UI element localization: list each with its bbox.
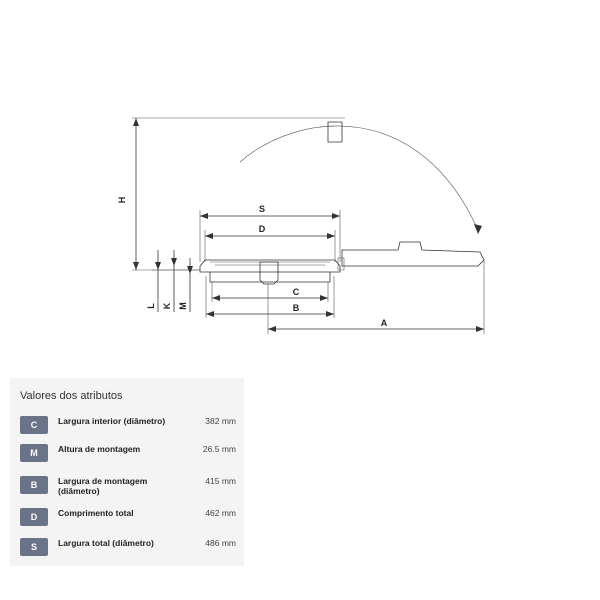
c-arrow-left (212, 295, 220, 301)
attribute-name: Altura de montagem (58, 444, 141, 454)
attribute-value: 415 mm (205, 476, 236, 486)
attribute-name: Comprimento total (58, 508, 134, 518)
label-d: D (258, 224, 266, 234)
frame-lower (210, 272, 330, 282)
attribute-value: 486 mm (205, 538, 236, 548)
attribute-value: 462 mm (205, 508, 236, 518)
attributes-title: Valores dos atributos (20, 390, 123, 402)
attribute-code-badge: M (20, 444, 48, 462)
d-arrow-left (205, 233, 213, 239)
label-b: B (292, 303, 300, 313)
s-arrow-right (332, 213, 340, 219)
attribute-code-badge: D (20, 508, 48, 526)
d-arrow-right (327, 233, 335, 239)
k-arrow (171, 258, 177, 266)
cover-rim (210, 262, 330, 265)
lid-top-outline (328, 122, 342, 142)
b-arrow-right (326, 311, 334, 317)
label-s: S (258, 204, 266, 214)
label-m: M (178, 302, 188, 310)
attribute-name: Largura interior (diâmetro) (58, 416, 166, 426)
attribute-code-badge: B (20, 476, 48, 494)
attribute-row-m (20, 442, 236, 464)
attribute-code-badge: S (20, 538, 48, 556)
attribute-row-d (20, 506, 236, 528)
a-arrow-left (268, 326, 276, 332)
label-c: C (292, 287, 300, 297)
attribute-name: Largura total (diâmetro) (58, 538, 154, 548)
attribute-row-s (20, 536, 236, 558)
l-arrow (155, 262, 161, 270)
attribute-value: 26.5 mm (202, 444, 236, 454)
label-h: H (117, 196, 127, 204)
attribute-row-b (20, 474, 236, 496)
lid-swing-arc (240, 126, 478, 230)
attribute-row-c (20, 414, 236, 436)
b-arrow-left (206, 311, 214, 317)
h-arrow-top (133, 118, 139, 126)
attributes-panel (10, 378, 244, 566)
s-arrow-left (200, 213, 208, 219)
c-arrow-right (320, 295, 328, 301)
label-a: A (380, 318, 388, 328)
attribute-value: 382 mm (205, 416, 236, 426)
attribute-name: Largura de montagem (diâmetro) (58, 476, 148, 496)
label-k: K (162, 302, 172, 310)
a-arrow-right (476, 326, 484, 332)
label-l: L (146, 303, 156, 309)
open-lid (342, 242, 484, 266)
arc-arrow-head (474, 224, 482, 234)
open-lid-hinge (338, 258, 344, 270)
h-arrow-bottom (133, 262, 139, 270)
attribute-code-badge: C (20, 416, 48, 434)
